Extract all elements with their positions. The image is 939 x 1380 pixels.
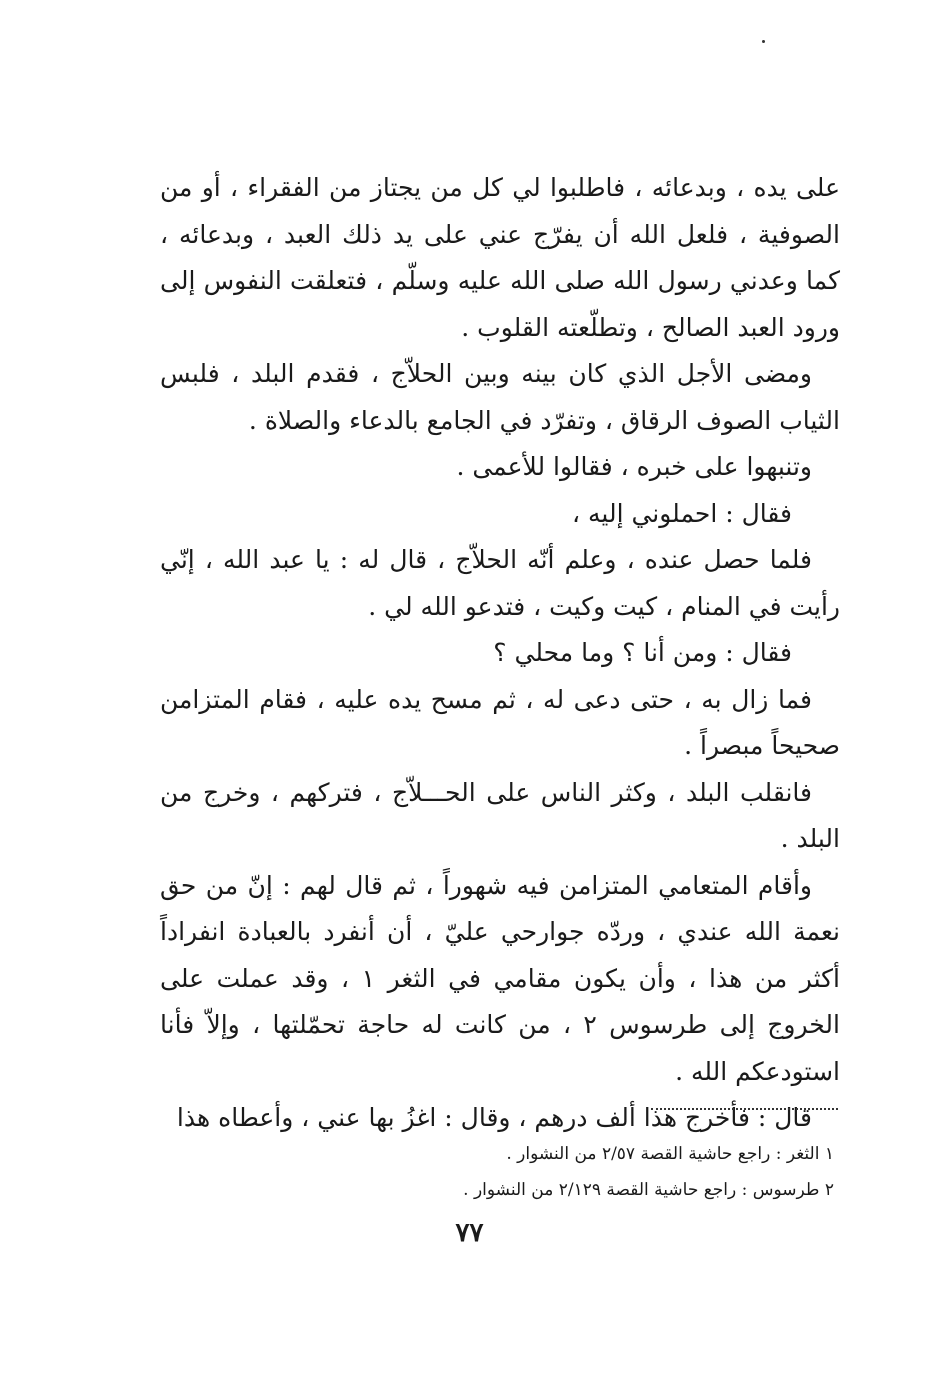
paragraph: ومضى الأجل الذي كان بينه وبين الحلاّج ، فقدم البلد ، فلبس الثياب الصوف الرقاق ، وتفرّد في الجامع بالدعاء والصلاة . [160, 359, 840, 435]
paragraph: على يده ، وبدعائه ، فاطلبوا لي كل من يجتاز من الفقراء ، أو من الصوفية ، فلعل الله أن يفرّج عني على يد ذلك العبد ، وبدعائه ، كما وعدني رسول الله صلى الله عليه وسلّم ، فتعلقت النفوس إلى ورود العبد الصالح ، وتطلّعته القلوب . [160, 173, 840, 342]
paragraph: قال : فأخرج هذا ألف درهم ، وقال : اغزُ بها عني ، وأعطاه هذا [176, 1103, 812, 1132]
paragraph: فقال : ومن أنا ؟ وما محلي ؟ [493, 638, 792, 667]
paragraph: فانقلب البلد ، وكثر الناس على الحـــلاّج ، فتركهم ، وخرج من البلد . [160, 777, 840, 853]
paragraph: فلما حصل عنده ، وعلم أنّه الحلاّج ، قال له : يا عبد الله ، إنّي رأيت في المنام ، كيت وكيت ، فتدعو الله لي . [160, 545, 840, 621]
footnote: ٢ طرسوس : راجع حاشية القصة ٢/١٢٩ من النشوار . [463, 1180, 834, 1200]
page-number: ٧٧ [455, 1218, 484, 1248]
paragraph: وتنبهوا على خبره ، فقالوا للأعمى . [456, 452, 812, 481]
body-text [160, 165, 840, 1142]
paragraph: وأقام المتعامي المتزامن فيه شهوراً ، ثم قال لهم : إنّ من حق نعمة الله عندي ، وردّه جوارحي عليّ ، أن أنفرد بالعبادة انفراداً أكثر من هذا ، وأن يكون مقامي في الثغر ١ ، وقد عملت على الخروج إلى طرسوس ٢ ، من كانت له حاجة تحمّلتها ، وإلاّ فأنا استودعكم الله . [160, 870, 840, 1086]
footnotes [160, 1136, 834, 1208]
paragraph: فقال : احملوني إليه ، [571, 498, 792, 528]
footnote: ١ الثغر : راجع حاشية القصة ٢/٥٧ من النشوار . [506, 1144, 834, 1164]
paragraph: فما زال به ، حتى دعى له ، ثم مسح يده عليه ، فقام المتزامن صحيحاً مبصراً . [160, 684, 840, 760]
footnote-separator [651, 1108, 838, 1110]
print-speck [762, 40, 765, 43]
